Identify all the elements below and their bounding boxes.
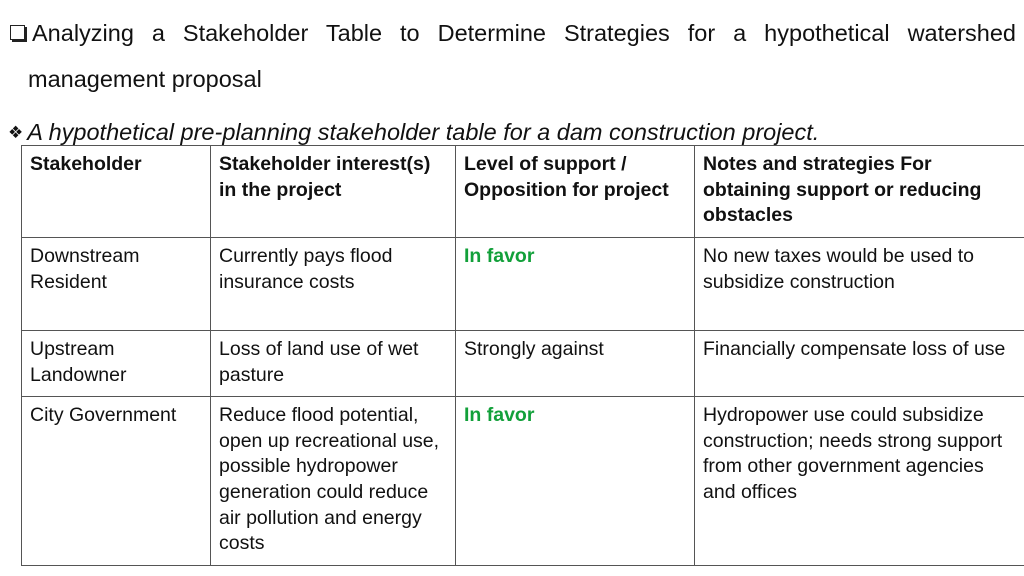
table-header-row [22, 146, 1024, 238]
table-row [22, 397, 1024, 566]
cell-notes: No new taxes would be used to subsidize construction [695, 238, 1024, 331]
cell-notes: Hydropower use could subsidize construction; needs strong support from other government agencies and offices [695, 397, 1024, 566]
checkbox-square-icon [10, 25, 25, 40]
cell-stakeholder: Upstream Landowner [22, 331, 211, 397]
cell-stakeholder: Downstream Resident [22, 238, 211, 331]
header-stakeholder: Stakeholder [22, 146, 211, 238]
cell-support: In favor [456, 397, 695, 566]
cell-support: Strongly against [456, 331, 695, 397]
header-support: Level of support / Opposition for project [456, 146, 695, 238]
table-row [22, 238, 1024, 331]
caption-text: A hypothetical pre-planning stakeholder table for a dam construction project. [27, 119, 820, 145]
header-notes: Notes and strategies For obtaining support or reducing obstacles [695, 146, 1024, 238]
header-interest: Stakeholder interest(s) in the project [211, 146, 456, 238]
diamond-cluster-icon: ❖ [8, 123, 24, 142]
stakeholder-table [21, 145, 1024, 566]
heading-text-2: management proposal [28, 66, 262, 92]
table-row [22, 331, 1024, 397]
cell-interest: Currently pays flood insurance costs [211, 238, 456, 331]
cell-stakeholder: City Government [22, 397, 211, 566]
cell-notes: Financially compensate loss of use [695, 331, 1024, 397]
slide-heading [8, 10, 1016, 102]
cell-interest: Reduce flood potential, open up recreational use, possible hydropower generation could reduce air pollution and energy costs [211, 397, 456, 566]
heading-line-1 [8, 10, 1016, 56]
heading-text-1: Analyzing a Stakeholder Table to Determine Strategies for a hypothetical watershed [32, 20, 1016, 46]
cell-interest: Loss of land use of wet pasture [211, 331, 456, 397]
cell-support: In favor [456, 238, 695, 331]
